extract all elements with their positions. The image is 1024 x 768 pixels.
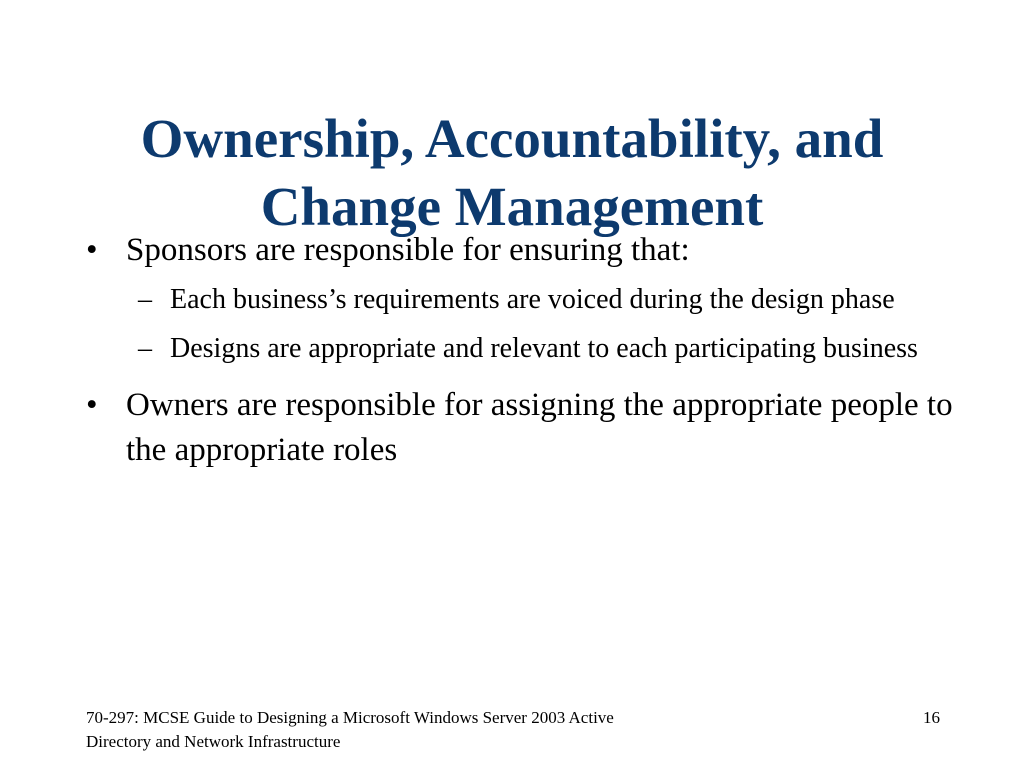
bullet-marker: • xyxy=(86,232,98,268)
sub-bullet-marker: – xyxy=(138,333,152,364)
sub-bullet-list xyxy=(86,279,966,369)
footer-course-text: 70-297: MCSE Guide to Designing a Microsoft Windows Server 2003 Active Directory and Network Infrastructure xyxy=(86,708,614,751)
slide-title-line-2: Change Management xyxy=(260,175,764,237)
bullet-marker: • xyxy=(86,387,98,423)
bullet-text: Sponsors are responsible for ensuring that: xyxy=(126,232,690,268)
sub-bullet-marker: – xyxy=(138,284,152,315)
sub-bullet-text: Each business’s requirements are voiced during the design phase xyxy=(170,284,895,315)
bullet-sponsors xyxy=(86,228,966,273)
slide-body xyxy=(86,228,966,477)
footer-page-number: 16 xyxy=(923,708,940,727)
slide-title xyxy=(40,105,984,241)
slide-title-line-1: Ownership, Accountability, and xyxy=(140,107,884,169)
bullet-text: Owners are responsible for assigning the appropriate people to the appropriate roles xyxy=(126,387,953,468)
sub-bullet-text: Designs are appropriate and relevant to each participating business xyxy=(170,333,918,364)
sub-bullet-designs xyxy=(86,328,966,369)
bullet-owners xyxy=(86,383,966,473)
sub-bullet-requirements xyxy=(86,279,966,320)
